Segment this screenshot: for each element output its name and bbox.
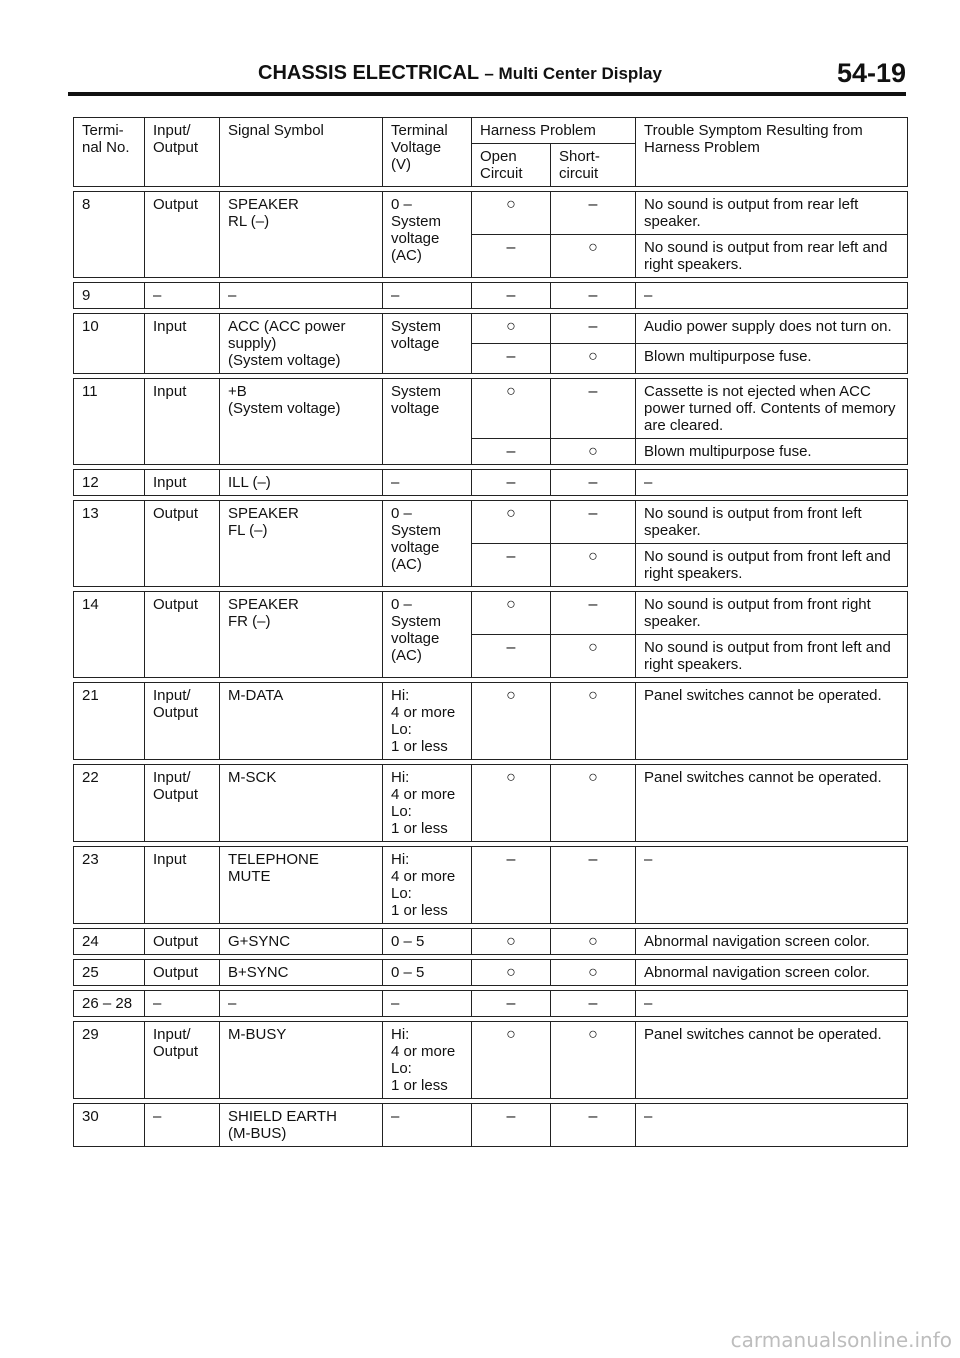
- voltage-cell: [383, 1104, 472, 1147]
- cell-line: 4 or more: [391, 868, 456, 885]
- cell-line: M-SCK: [228, 769, 277, 786]
- signal-cell: [220, 929, 383, 955]
- symptom-cell: –: [636, 991, 908, 1017]
- open-circuit-cell: –: [472, 847, 551, 924]
- col-header-symptom: Trouble Symptom Resulting from Harness Problem: [636, 118, 908, 187]
- voltage-cell: [383, 960, 472, 986]
- symptom-cell: No sound is output from rear left and right speakers.: [636, 235, 908, 278]
- symptom-cell: –: [636, 470, 908, 496]
- voltage-cell: [383, 683, 472, 760]
- voltage-cell: [383, 470, 472, 496]
- cell-line: –: [153, 287, 162, 304]
- short-circuit-cell: ○: [551, 544, 636, 587]
- cell-line: –: [391, 474, 400, 491]
- cell-line: SPEAKER: [228, 505, 299, 522]
- header-row: [74, 118, 908, 144]
- cell-line: M-DATA: [228, 687, 284, 704]
- terminal-no-cell: 11: [74, 379, 145, 465]
- symptom-cell: No sound is output from front left and right speakers.: [636, 635, 908, 678]
- table-row: [74, 314, 908, 344]
- terminal-no-cell: 29: [74, 1022, 145, 1099]
- voltage-cell: [383, 379, 472, 465]
- cell-line: –: [391, 995, 400, 1012]
- table-row: [74, 192, 908, 235]
- io-cell: [145, 1022, 220, 1099]
- io-cell: [145, 314, 220, 374]
- signal-cell: [220, 991, 383, 1017]
- signal-cell: [220, 765, 383, 842]
- cell-line: FR (–): [228, 613, 271, 630]
- symptom-cell: –: [636, 1104, 908, 1147]
- cell-line: 0 –: [391, 196, 412, 213]
- cell-line: Output: [153, 786, 199, 803]
- cell-line: Lo:: [391, 885, 412, 902]
- cell-line: System: [391, 318, 442, 335]
- voltage-cell: [383, 929, 472, 955]
- symptom-cell: –: [636, 283, 908, 309]
- table-row: [74, 470, 908, 496]
- open-circuit-cell: ○: [472, 1022, 551, 1099]
- symptom-cell: Audio power supply does not turn on.: [636, 314, 908, 344]
- cell-line: SPEAKER: [228, 196, 299, 213]
- cell-line: Hi:: [391, 687, 410, 704]
- header-rule: [68, 92, 906, 96]
- terminal-no-cell: 25: [74, 960, 145, 986]
- section-subtitle: Multi Center Display: [498, 64, 662, 83]
- signal-cell: [220, 592, 383, 678]
- open-circuit-cell: –: [472, 991, 551, 1017]
- short-circuit-cell: ○: [551, 683, 636, 760]
- terminal-no-cell: 23: [74, 847, 145, 924]
- cell-line: SPEAKER: [228, 596, 299, 613]
- table-row: [74, 379, 908, 439]
- table-row: [74, 1022, 908, 1099]
- cell-line: Input: [153, 474, 187, 491]
- cell-line: 1 or less: [391, 1077, 448, 1094]
- signal-cell: [220, 1022, 383, 1099]
- table-row: [74, 847, 908, 924]
- short-circuit-cell: ○: [551, 929, 636, 955]
- signal-cell: [220, 379, 383, 465]
- short-circuit-cell: –: [551, 283, 636, 309]
- cell-line: Input/: [153, 769, 191, 786]
- cell-line: Hi:: [391, 851, 410, 868]
- symptom-cell: Blown multipurpose fuse.: [636, 344, 908, 374]
- terminal-no-cell: 30: [74, 1104, 145, 1147]
- signal-cell: [220, 960, 383, 986]
- cell-line: TELEPHONE: [228, 851, 319, 868]
- cell-line: 4 or more: [391, 786, 456, 803]
- open-circuit-cell: ○: [472, 592, 551, 635]
- short-circuit-cell: –: [551, 592, 636, 635]
- cell-line: Output: [153, 964, 199, 981]
- cell-line: voltage: [391, 630, 440, 647]
- io-cell: [145, 960, 220, 986]
- table-row: [74, 991, 908, 1017]
- io-cell: [145, 192, 220, 278]
- cell-line: ILL (–): [228, 474, 271, 491]
- page-title: [258, 62, 662, 85]
- symptom-cell: Panel switches cannot be operated.: [636, 1022, 908, 1099]
- col-header-short: Short- circuit: [551, 144, 636, 187]
- table-row: [74, 929, 908, 955]
- cell-line: 1 or less: [391, 902, 448, 919]
- open-circuit-cell: ○: [472, 379, 551, 439]
- cell-line: (System voltage): [228, 352, 341, 369]
- signal-cell: [220, 470, 383, 496]
- voltage-cell: [383, 847, 472, 924]
- page-header: [68, 58, 906, 92]
- open-circuit-cell: ○: [472, 929, 551, 955]
- cell-line: Input/: [153, 687, 191, 704]
- cell-line: (System voltage): [228, 400, 341, 417]
- open-circuit-cell: –: [472, 635, 551, 678]
- open-circuit-cell: ○: [472, 314, 551, 344]
- signal-cell: [220, 683, 383, 760]
- symptom-cell: No sound is output from rear left speaker.: [636, 192, 908, 235]
- terminal-no-cell: 21: [74, 683, 145, 760]
- cell-line: Input: [153, 383, 187, 400]
- table-row: [74, 283, 908, 309]
- cell-line: –: [391, 287, 400, 304]
- io-cell: [145, 991, 220, 1017]
- cell-line: 4 or more: [391, 1043, 456, 1060]
- short-circuit-cell: –: [551, 847, 636, 924]
- cell-line: (M-BUS): [228, 1125, 287, 1142]
- short-circuit-cell: ○: [551, 960, 636, 986]
- open-circuit-cell: –: [472, 235, 551, 278]
- terminal-no-cell: 14: [74, 592, 145, 678]
- open-circuit-cell: –: [472, 544, 551, 587]
- cell-line: Lo:: [391, 1060, 412, 1077]
- cell-line: System: [391, 522, 442, 539]
- cell-line: RL (–): [228, 213, 270, 230]
- cell-line: Output: [153, 1043, 199, 1060]
- signal-cell: [220, 192, 383, 278]
- open-circuit-cell: –: [472, 1104, 551, 1147]
- open-circuit-cell: ○: [472, 960, 551, 986]
- open-circuit-cell: ○: [472, 683, 551, 760]
- short-circuit-cell: –: [551, 991, 636, 1017]
- cell-line: G+SYNC: [228, 933, 291, 950]
- table-row: [74, 683, 908, 760]
- title-dash: –: [484, 64, 494, 83]
- signal-cell: [220, 1104, 383, 1147]
- terminal-no-cell: 22: [74, 765, 145, 842]
- io-cell: [145, 1104, 220, 1147]
- voltage-cell: [383, 765, 472, 842]
- cell-line: MUTE: [228, 868, 271, 885]
- cell-line: FL (–): [228, 522, 268, 539]
- terminal-no-cell: 12: [74, 470, 145, 496]
- short-circuit-cell: –: [551, 1104, 636, 1147]
- cell-line: +B: [228, 383, 247, 400]
- symptom-cell: Panel switches cannot be operated.: [636, 683, 908, 760]
- cell-line: Output: [153, 196, 199, 213]
- cell-line: Input/: [153, 1026, 191, 1043]
- io-cell: [145, 379, 220, 465]
- cell-line: supply): [228, 335, 277, 352]
- open-circuit-cell: ○: [472, 765, 551, 842]
- io-cell: [145, 592, 220, 678]
- cell-line: –: [228, 287, 237, 304]
- symptom-cell: No sound is output from front left and right speakers.: [636, 544, 908, 587]
- cell-line: –: [153, 995, 162, 1012]
- cell-line: 1 or less: [391, 820, 448, 837]
- cell-line: –: [391, 1108, 400, 1125]
- io-cell: [145, 683, 220, 760]
- symptom-cell: Cassette is not ejected when ACC power turned off. Contents of memory are cleared.: [636, 379, 908, 439]
- open-circuit-cell: ○: [472, 192, 551, 235]
- voltage-cell: [383, 991, 472, 1017]
- cell-line: Input: [153, 318, 187, 335]
- terminal-no-cell: 26 – 28: [74, 991, 145, 1017]
- short-circuit-cell: ○: [551, 344, 636, 374]
- cell-line: 0 –: [391, 596, 412, 613]
- io-cell: [145, 470, 220, 496]
- signal-cell: [220, 314, 383, 374]
- terminal-no-cell: 24: [74, 929, 145, 955]
- cell-line: System: [391, 383, 442, 400]
- signal-cell: [220, 283, 383, 309]
- col-header-voltage: Terminal Voltage (V): [383, 118, 472, 187]
- voltage-cell: [383, 501, 472, 587]
- terminal-no-cell: 9: [74, 283, 145, 309]
- cell-line: System: [391, 613, 442, 630]
- col-header-open: Open Circuit: [472, 144, 551, 187]
- watermark: carmanualsonline.info: [730, 1328, 952, 1352]
- cell-line: 0 – 5: [391, 933, 425, 950]
- cell-line: –: [228, 995, 237, 1012]
- io-cell: [145, 501, 220, 587]
- cell-line: 4 or more: [391, 704, 456, 721]
- short-circuit-cell: –: [551, 379, 636, 439]
- col-header-signal: Signal Symbol: [220, 118, 383, 187]
- cell-line: voltage: [391, 230, 440, 247]
- symptom-cell: No sound is output from front right speaker.: [636, 592, 908, 635]
- col-header-io: Input/ Output: [145, 118, 220, 187]
- cell-line: (AC): [391, 647, 422, 664]
- signal-cell: [220, 501, 383, 587]
- symptom-cell: –: [636, 847, 908, 924]
- voltage-cell: [383, 314, 472, 374]
- cell-line: –: [153, 1108, 162, 1125]
- cell-line: voltage: [391, 539, 440, 556]
- cell-line: Input: [153, 851, 187, 868]
- cell-line: Lo:: [391, 803, 412, 820]
- voltage-cell: [383, 592, 472, 678]
- short-circuit-cell: –: [551, 501, 636, 544]
- voltage-cell: [383, 283, 472, 309]
- cell-line: System: [391, 213, 442, 230]
- open-circuit-cell: –: [472, 283, 551, 309]
- io-cell: [145, 929, 220, 955]
- col-header-terminal-no: Termi- nal No.: [74, 118, 145, 187]
- cell-line: B+SYNC: [228, 964, 289, 981]
- cell-line: voltage: [391, 335, 440, 352]
- symptom-cell: Panel switches cannot be operated.: [636, 765, 908, 842]
- symptom-cell: Abnormal navigation screen color.: [636, 960, 908, 986]
- symptom-cell: Abnormal navigation screen color.: [636, 929, 908, 955]
- signal-cell: [220, 847, 383, 924]
- table-row: [74, 1104, 908, 1147]
- cell-line: Lo:: [391, 721, 412, 738]
- terminal-no-cell: 8: [74, 192, 145, 278]
- cell-line: M-BUSY: [228, 1026, 287, 1043]
- short-circuit-cell: ○: [551, 635, 636, 678]
- table-body: [74, 187, 908, 1147]
- col-header-harness: Harness Problem: [472, 118, 636, 144]
- cell-line: (AC): [391, 247, 422, 264]
- table-row: [74, 501, 908, 544]
- cell-line: Hi:: [391, 1026, 410, 1043]
- terminal-no-cell: 10: [74, 314, 145, 374]
- cell-line: voltage: [391, 400, 440, 417]
- short-circuit-cell: –: [551, 470, 636, 496]
- cell-line: Output: [153, 704, 199, 721]
- cell-line: ACC (ACC power: [228, 318, 346, 335]
- short-circuit-cell: –: [551, 314, 636, 344]
- voltage-cell: [383, 1022, 472, 1099]
- cell-line: Output: [153, 933, 199, 950]
- page-number: 54-19: [836, 58, 906, 88]
- cell-line: Output: [153, 596, 199, 613]
- io-cell: [145, 283, 220, 309]
- short-circuit-cell: ○: [551, 235, 636, 278]
- open-circuit-cell: –: [472, 470, 551, 496]
- cell-line: 0 –: [391, 505, 412, 522]
- table-row: [74, 592, 908, 635]
- cell-line: Output: [153, 505, 199, 522]
- cell-line: (AC): [391, 556, 422, 573]
- section-title: CHASSIS ELECTRICAL: [258, 62, 479, 84]
- table-row: [74, 765, 908, 842]
- short-circuit-cell: ○: [551, 765, 636, 842]
- cell-line: SHIELD EARTH: [228, 1108, 337, 1125]
- terminal-no-cell: 13: [74, 501, 145, 587]
- open-circuit-cell: –: [472, 344, 551, 374]
- terminal-table: [73, 117, 908, 1147]
- voltage-cell: [383, 192, 472, 278]
- cell-line: 1 or less: [391, 738, 448, 755]
- table-row: [74, 960, 908, 986]
- symptom-cell: No sound is output from front left speaker.: [636, 501, 908, 544]
- short-circuit-cell: –: [551, 192, 636, 235]
- cell-line: 0 – 5: [391, 964, 425, 981]
- open-circuit-cell: ○: [472, 501, 551, 544]
- io-cell: [145, 765, 220, 842]
- io-cell: [145, 847, 220, 924]
- short-circuit-cell: ○: [551, 1022, 636, 1099]
- open-circuit-cell: –: [472, 439, 551, 465]
- symptom-cell: Blown multipurpose fuse.: [636, 439, 908, 465]
- cell-line: Hi:: [391, 769, 410, 786]
- short-circuit-cell: ○: [551, 439, 636, 465]
